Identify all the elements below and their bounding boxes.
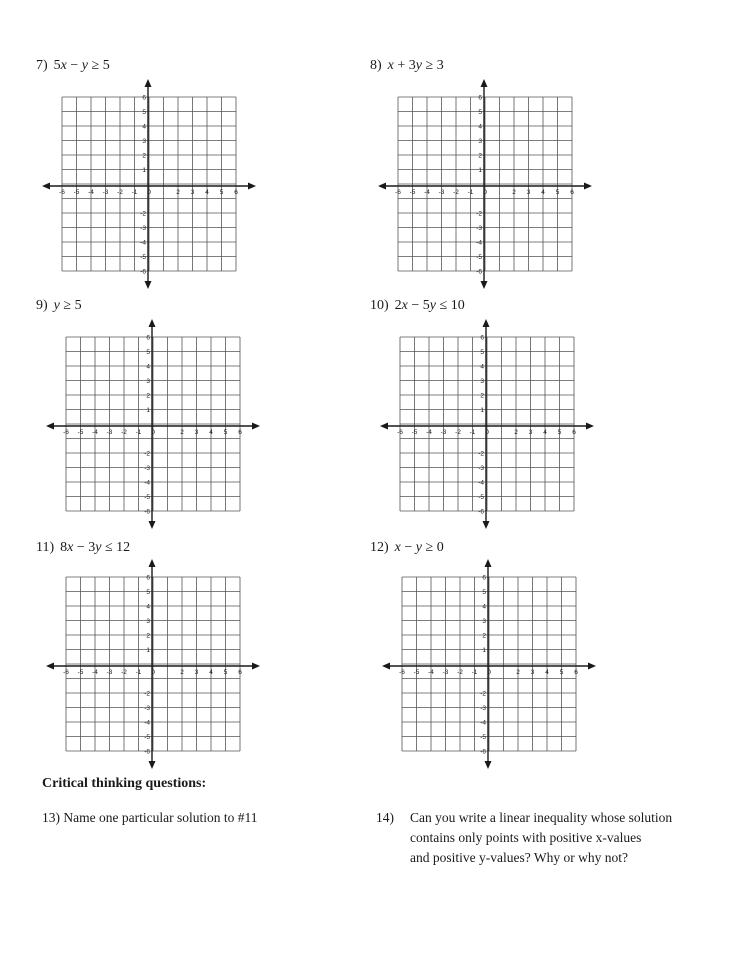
y-tick-label: 4 [146,363,150,371]
question-number: 14) [376,810,394,825]
x-tick-label: -2 [117,189,123,196]
y-tick-label: -6 [144,508,150,516]
y-tick-label: -4 [144,479,150,487]
x-tick-label: 3 [528,429,533,436]
y-tick-label: 5 [478,109,482,116]
y-tick-label: 1 [480,407,484,414]
question-line: Can you write a linear inequality whose solution [410,810,673,825]
y-tick-label: -2 [144,450,150,458]
x-tick-label: -5 [413,669,420,676]
section-title: Critical thinking questions: [42,776,207,791]
y-tick-label: 5 [142,109,146,116]
x-tick-label: -3 [442,669,449,676]
x-tick-label: -2 [453,189,459,196]
y-tick-label: -5 [144,494,150,501]
question-number: 13) [42,810,60,825]
x-tick-label: 2 [512,189,516,196]
y-tick-label: 2 [146,632,150,640]
x-tick-label: -5 [77,669,84,676]
y-tick-label: 6 [482,574,486,582]
x-tick-label: 6 [238,669,242,676]
y-tick-label: -4 [478,479,484,487]
x-tick-label: -5 [409,189,416,196]
question-line: and positive y-values? Why or why not? [410,850,628,865]
question-text [410,808,672,868]
x-tick-label: -1 [131,189,138,196]
x-tick-label: 6 [574,669,578,676]
y-tick-label: 5 [146,349,150,356]
x-tick-label: -2 [121,429,127,436]
y-tick-label: -4 [144,719,150,727]
x-tick-label: -3 [106,429,113,436]
y-tick-label: 1 [478,167,482,174]
y-tick-label: 2 [478,152,482,160]
y-tick-label: -3 [144,465,150,472]
x-tick-label: -4 [88,189,94,196]
x-tick-label: -3 [106,669,113,676]
y-tick-label: 6 [480,334,484,342]
x-tick-label: 3 [194,429,199,436]
x-tick-label: -6 [63,669,69,676]
x-tick-label: 3 [190,189,195,196]
y-tick-label: 6 [478,94,482,102]
x-tick-label: -2 [455,429,461,436]
y-tick-label: -6 [476,268,482,276]
y-tick-label: 2 [142,152,146,160]
y-tick-label: 2 [480,392,484,400]
problem-number: 7) [36,58,48,73]
problem-number: 10) [370,298,389,313]
y-tick-label: -3 [140,225,146,232]
question-text: Name one particular solution to #11 [63,810,258,825]
y-tick-label: 1 [146,647,150,654]
y-tick-label: 6 [146,574,150,582]
y-tick-label: 4 [142,123,146,131]
x-tick-label: -4 [426,429,432,436]
y-tick-label: 3 [146,618,150,625]
x-tick-label: -5 [411,429,418,436]
y-axis-down-arrow [485,761,492,769]
x-tick-label: -6 [397,429,403,436]
x-tick-label: -1 [467,189,474,196]
x-tick-label: 3 [530,669,535,676]
x-tick-label: 0 [487,669,491,676]
y-tick-label: -4 [480,719,486,727]
problem-inequality: x − y ≥ 0 [394,540,444,555]
y-tick-label: -5 [140,254,146,261]
x-tick-label: 5 [559,669,564,676]
y-tick-label: 3 [478,138,482,145]
x-tick-label: 5 [223,669,228,676]
y-tick-label: -6 [480,748,486,756]
y-tick-label: 5 [482,589,486,596]
y-tick-label: -4 [140,239,146,247]
x-tick-label: -4 [428,669,434,676]
problem-inequality: y ≥ 5 [53,298,82,313]
y-tick-label: -5 [478,494,484,501]
problem-inequality: x + 3y ≥ 3 [387,58,444,73]
y-tick-label: -3 [480,705,486,712]
x-tick-label: 0 [151,429,155,436]
y-tick-label: 3 [482,618,486,625]
y-tick-label: -2 [480,690,486,698]
x-tick-label: 4 [541,189,545,196]
x-tick-label: -3 [102,189,109,196]
y-tick-label: 2 [146,392,150,400]
x-tick-label: 4 [205,189,209,196]
y-tick-label: -2 [140,210,146,218]
y-tick-label: -6 [144,748,150,756]
y-tick-label: -3 [144,705,150,712]
y-tick-label: 3 [142,138,146,145]
x-tick-label: -1 [135,669,142,676]
y-tick-label: 6 [146,334,150,342]
y-tick-label: 1 [142,167,146,174]
question-line: contains only points with positive x-values [410,830,642,845]
x-tick-label: -6 [63,429,69,436]
x-tick-label: 3 [526,189,531,196]
y-tick-label: 3 [146,378,150,385]
y-tick-label: 3 [480,378,484,385]
problem-number: 8) [370,58,382,73]
y-tick-label: -5 [144,734,150,741]
y-tick-label: 5 [146,589,150,596]
y-tick-label: 1 [482,647,486,654]
y-tick-label: -3 [476,225,482,232]
y-tick-label: 4 [482,603,486,611]
x-tick-label: 2 [180,669,184,676]
y-tick-label: -6 [478,508,484,516]
x-tick-label: -6 [59,189,65,196]
x-tick-label: 6 [572,429,576,436]
question-13 [42,808,257,828]
x-tick-label: 5 [223,429,228,436]
x-tick-label: -5 [73,189,80,196]
x-tick-label: -4 [92,669,98,676]
x-tick-label: -1 [471,669,478,676]
x-tick-label: -6 [395,189,401,196]
x-tick-label: 6 [234,189,238,196]
x-tick-label: 2 [180,429,184,436]
problem-inequality: 5x − y ≥ 5 [53,58,110,73]
x-tick-label: -4 [424,189,430,196]
x-tick-label: 2 [176,189,180,196]
x-tick-label: -1 [469,429,476,436]
x-tick-label: 4 [545,669,549,676]
x-tick-label: 4 [209,669,213,676]
y-tick-label: -5 [480,734,486,741]
x-axis-left-arrow [382,663,390,670]
x-tick-label: 6 [570,189,574,196]
x-tick-label: 4 [209,429,213,436]
x-tick-label: 5 [219,189,224,196]
x-tick-label: 0 [483,189,487,196]
y-tick-label: -2 [476,210,482,218]
x-tick-label: 6 [238,429,242,436]
x-tick-label: 2 [514,429,518,436]
x-axis-right-arrow [588,663,596,670]
x-tick-label: -3 [440,429,447,436]
y-tick-label: 2 [482,632,486,640]
y-axis-up-arrow [485,559,492,567]
x-tick-label: 2 [516,669,520,676]
x-tick-label: -5 [77,429,84,436]
x-tick-label: -3 [438,189,445,196]
y-tick-label: 4 [480,363,484,371]
y-tick-label: 4 [478,123,482,131]
y-tick-label: 1 [146,407,150,414]
y-tick-label: -3 [478,465,484,472]
y-tick-label: 5 [480,349,484,356]
x-tick-label: 5 [555,189,560,196]
question-14 [376,808,672,868]
problem-inequality: 2x − 5y ≤ 10 [394,298,465,313]
x-tick-label: 5 [557,429,562,436]
y-tick-label: -2 [144,690,150,698]
x-tick-label: 3 [194,669,199,676]
x-tick-label: -4 [92,429,98,436]
problem-number: 9) [36,298,48,313]
x-tick-label: 4 [543,429,547,436]
x-tick-label: -2 [457,669,463,676]
y-tick-label: -2 [478,450,484,458]
y-tick-label: 4 [146,603,150,611]
x-tick-label: -2 [121,669,127,676]
y-tick-label: -4 [476,239,482,247]
y-tick-label: 6 [142,94,146,102]
problem-number: 12) [370,540,389,555]
x-tick-label: 0 [485,429,489,436]
problem-number: 11) [36,540,55,555]
x-tick-label: -1 [135,429,142,436]
problem-inequality: 8x − 3y ≤ 12 [60,540,131,555]
x-tick-label: -6 [399,669,405,676]
y-tick-label: -6 [140,268,146,276]
y-tick-label: -5 [476,254,482,261]
x-tick-label: 0 [147,189,151,196]
x-tick-label: 0 [151,669,155,676]
